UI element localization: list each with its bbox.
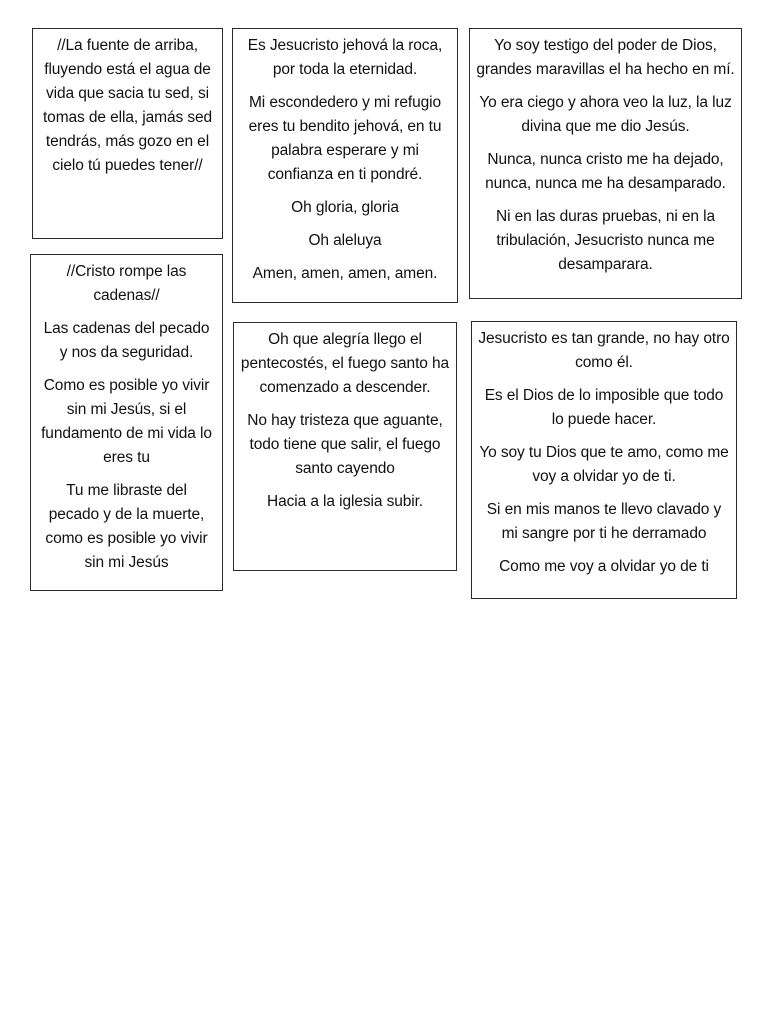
lyrics-card-5 xyxy=(233,322,457,571)
lyrics-paragraph: Las cadenas del pecado y nos da seguridad. xyxy=(43,320,210,361)
lyrics-paragraph: Como me voy a olvidar yo de ti xyxy=(499,558,709,575)
lyrics-paragraph: Si en mis manos te llevo clavado y mi sangre por ti he derramado xyxy=(486,501,722,542)
lyrics-paragraph: Oh gloria, gloria xyxy=(291,199,399,216)
lyrics-paragraph: Es Jesucristo jehová la roca, por toda la eternidad. xyxy=(247,37,443,78)
lyrics-paragraph: //Cristo rompe las cadenas// xyxy=(66,263,187,304)
lyrics-card-6 xyxy=(471,321,737,599)
lyrics-paragraph: Mi escondedero y mi refugio eres tu bendito jehová, en tu palabra esperare y mi confianza en ti pondré. xyxy=(248,94,442,183)
lyrics-paragraph: No hay tristeza que aguante, todo tiene que salir, el fuego santo cayendo xyxy=(247,412,443,477)
lyrics-paragraph: Es el Dios de lo imposible que todo lo puede hacer. xyxy=(484,387,724,428)
lyrics-card-2 xyxy=(232,28,458,303)
lyrics-paragraph: Oh aleluya xyxy=(308,232,382,249)
lyrics-card-1 xyxy=(32,28,223,239)
lyrics-paragraph: Tu me libraste del pecado y de la muerte, como es posible yo vivir sin mi Jesús xyxy=(45,482,208,571)
lyrics-paragraph: Como es posible yo vivir sin mi Jesús, si el fundamento de mi vida lo eres tu xyxy=(41,377,212,466)
lyrics-paragraph: Oh que alegría llego el pentecostés, el fuego santo ha comenzado a descender. xyxy=(240,331,450,396)
lyrics-paragraph: //La fuente de arriba, fluyendo está el agua de vida que sacia tu sed, si tomas de ella, jamás sed tendrás, más gozo en el cielo tú puedes tener// xyxy=(42,37,213,174)
lyrics-paragraph: Amen, amen, amen, amen. xyxy=(252,265,438,282)
lyrics-paragraph: Yo soy tu Dios que te amo, como me voy a olvidar yo de ti. xyxy=(479,444,729,485)
lyrics-paragraph: Jesucristo es tan grande, no hay otro como él. xyxy=(478,330,730,371)
lyrics-paragraph: Yo soy testigo del poder de Dios, grandes maravillas el ha hecho en mí. xyxy=(476,37,735,78)
lyrics-card-4 xyxy=(30,254,223,591)
lyrics-paragraph: Ni en las duras pruebas, ni en la tribulación, Jesucristo nunca me desamparara. xyxy=(496,208,715,273)
lyrics-paragraph: Nunca, nunca cristo me ha dejado, nunca, nunca me ha desamparado. xyxy=(485,151,726,192)
lyrics-card-3 xyxy=(469,28,742,299)
lyrics-paragraph: Hacia a la iglesia subir. xyxy=(266,493,424,510)
lyrics-paragraph: Yo era ciego y ahora veo la luz, la luz divina que me dio Jesús. xyxy=(479,94,732,135)
